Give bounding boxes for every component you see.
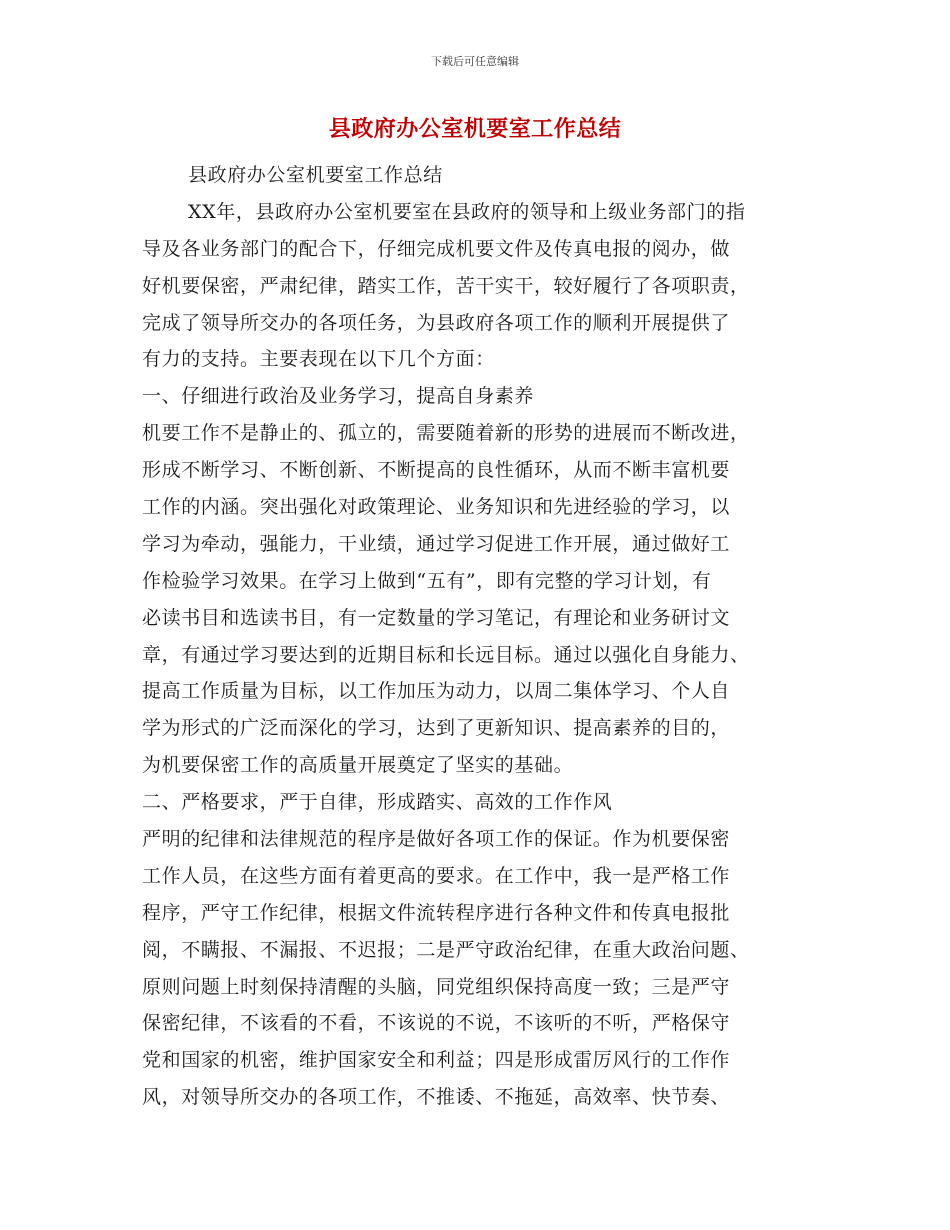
- text-line: 严明的纪律和法律规范的程序是做好各项工作的保证。作为机要保密: [142, 828, 731, 851]
- text-line: 保密纪律，不该看的不看，不该说的不说，不该听的不听，严格保守: [142, 1012, 731, 1035]
- header-note: 下载后可任意编辑: [431, 55, 519, 68]
- text-line: 必读书目和选读书目，有一定数量的学习笔记，有理论和业务研讨文: [142, 606, 731, 629]
- text-line: 学为形式的广泛而深化的学习，达到了更新知识、提高素养的目的，: [142, 717, 731, 740]
- text-line: 提高工作质量为目标，以工作加压为动力，以周二集体学习、个人自: [142, 680, 731, 703]
- document-title: 县政府办公室机要室工作总结: [328, 116, 622, 142]
- text-line: 风，对领导所交办的各项工作，不推诿、不拖延，高效率、快节奏、: [142, 1086, 731, 1109]
- text-line: XX年，县政府办公室机要室在县政府的领导和上级业务部门的指: [188, 200, 746, 223]
- text-line: 工作人员，在这些方面有着更高的要求。在工作中，我一是严格工作: [142, 864, 731, 887]
- text-line: 完成了领导所交办的各项任务，为县政府各项工作的顺利开展提供了: [142, 311, 731, 334]
- text-line: 党和国家的机密，维护国家安全和利益；四是形成雷厉风行的工作作: [142, 1049, 731, 1072]
- text-line: 一、仔细进行政治及业务学习，提高自身素养: [142, 385, 535, 408]
- text-line: 有力的支持。主要表现在以下几个方面：: [142, 348, 495, 371]
- text-line: 章，有通过学习要达到的近期目标和长远目标。通过以强化自身能力、: [142, 643, 750, 666]
- text-line: 县政府办公室机要室工作总结: [188, 164, 443, 186]
- text-line: 机要工作不是静止的、孤立的，需要随着新的形势的进展而不断改进，: [142, 422, 750, 445]
- text-line: 原则问题上时刻保持清醒的头脑，同党组织保持高度一致；三是严守: [142, 975, 731, 998]
- text-line: 好机要保密，严肃纪律，踏实工作，苦干实干，较好履行了各项职责，: [142, 274, 750, 297]
- text-line: 二、严格要求，严于自律，形成踏实、高效的工作作风: [142, 791, 613, 814]
- text-line: 导及各业务部门的配合下，仔细完成机要文件及传真电报的阅办，做: [142, 237, 731, 260]
- text-line: 形成不断学习、不断创新、不断提高的良性循环，从而不断丰富机要: [142, 459, 731, 482]
- text-line: 工作的内涵。突出强化对政策理论、业务知识和先进经验的学习，以: [142, 496, 731, 519]
- text-line: 为机要保密工作的高质量开展奠定了坚实的基础。: [142, 754, 574, 777]
- text-line: 作检验学习效果。在学习上做到“五有”，即有完整的学习计划，有: [142, 569, 712, 592]
- text-line: 阅，不瞒报、不漏报、不迟报；二是严守政治纪律，在重大政治问题、: [142, 938, 750, 961]
- document-body: [142, 157, 842, 1116]
- text-line: 程序，严守工作纪律，根据文件流转程序进行各种文件和传真电报批: [142, 901, 731, 924]
- text-line: 学习为牵动，强能力，干业绩，通过学习促进工作开展，通过做好工: [142, 532, 731, 555]
